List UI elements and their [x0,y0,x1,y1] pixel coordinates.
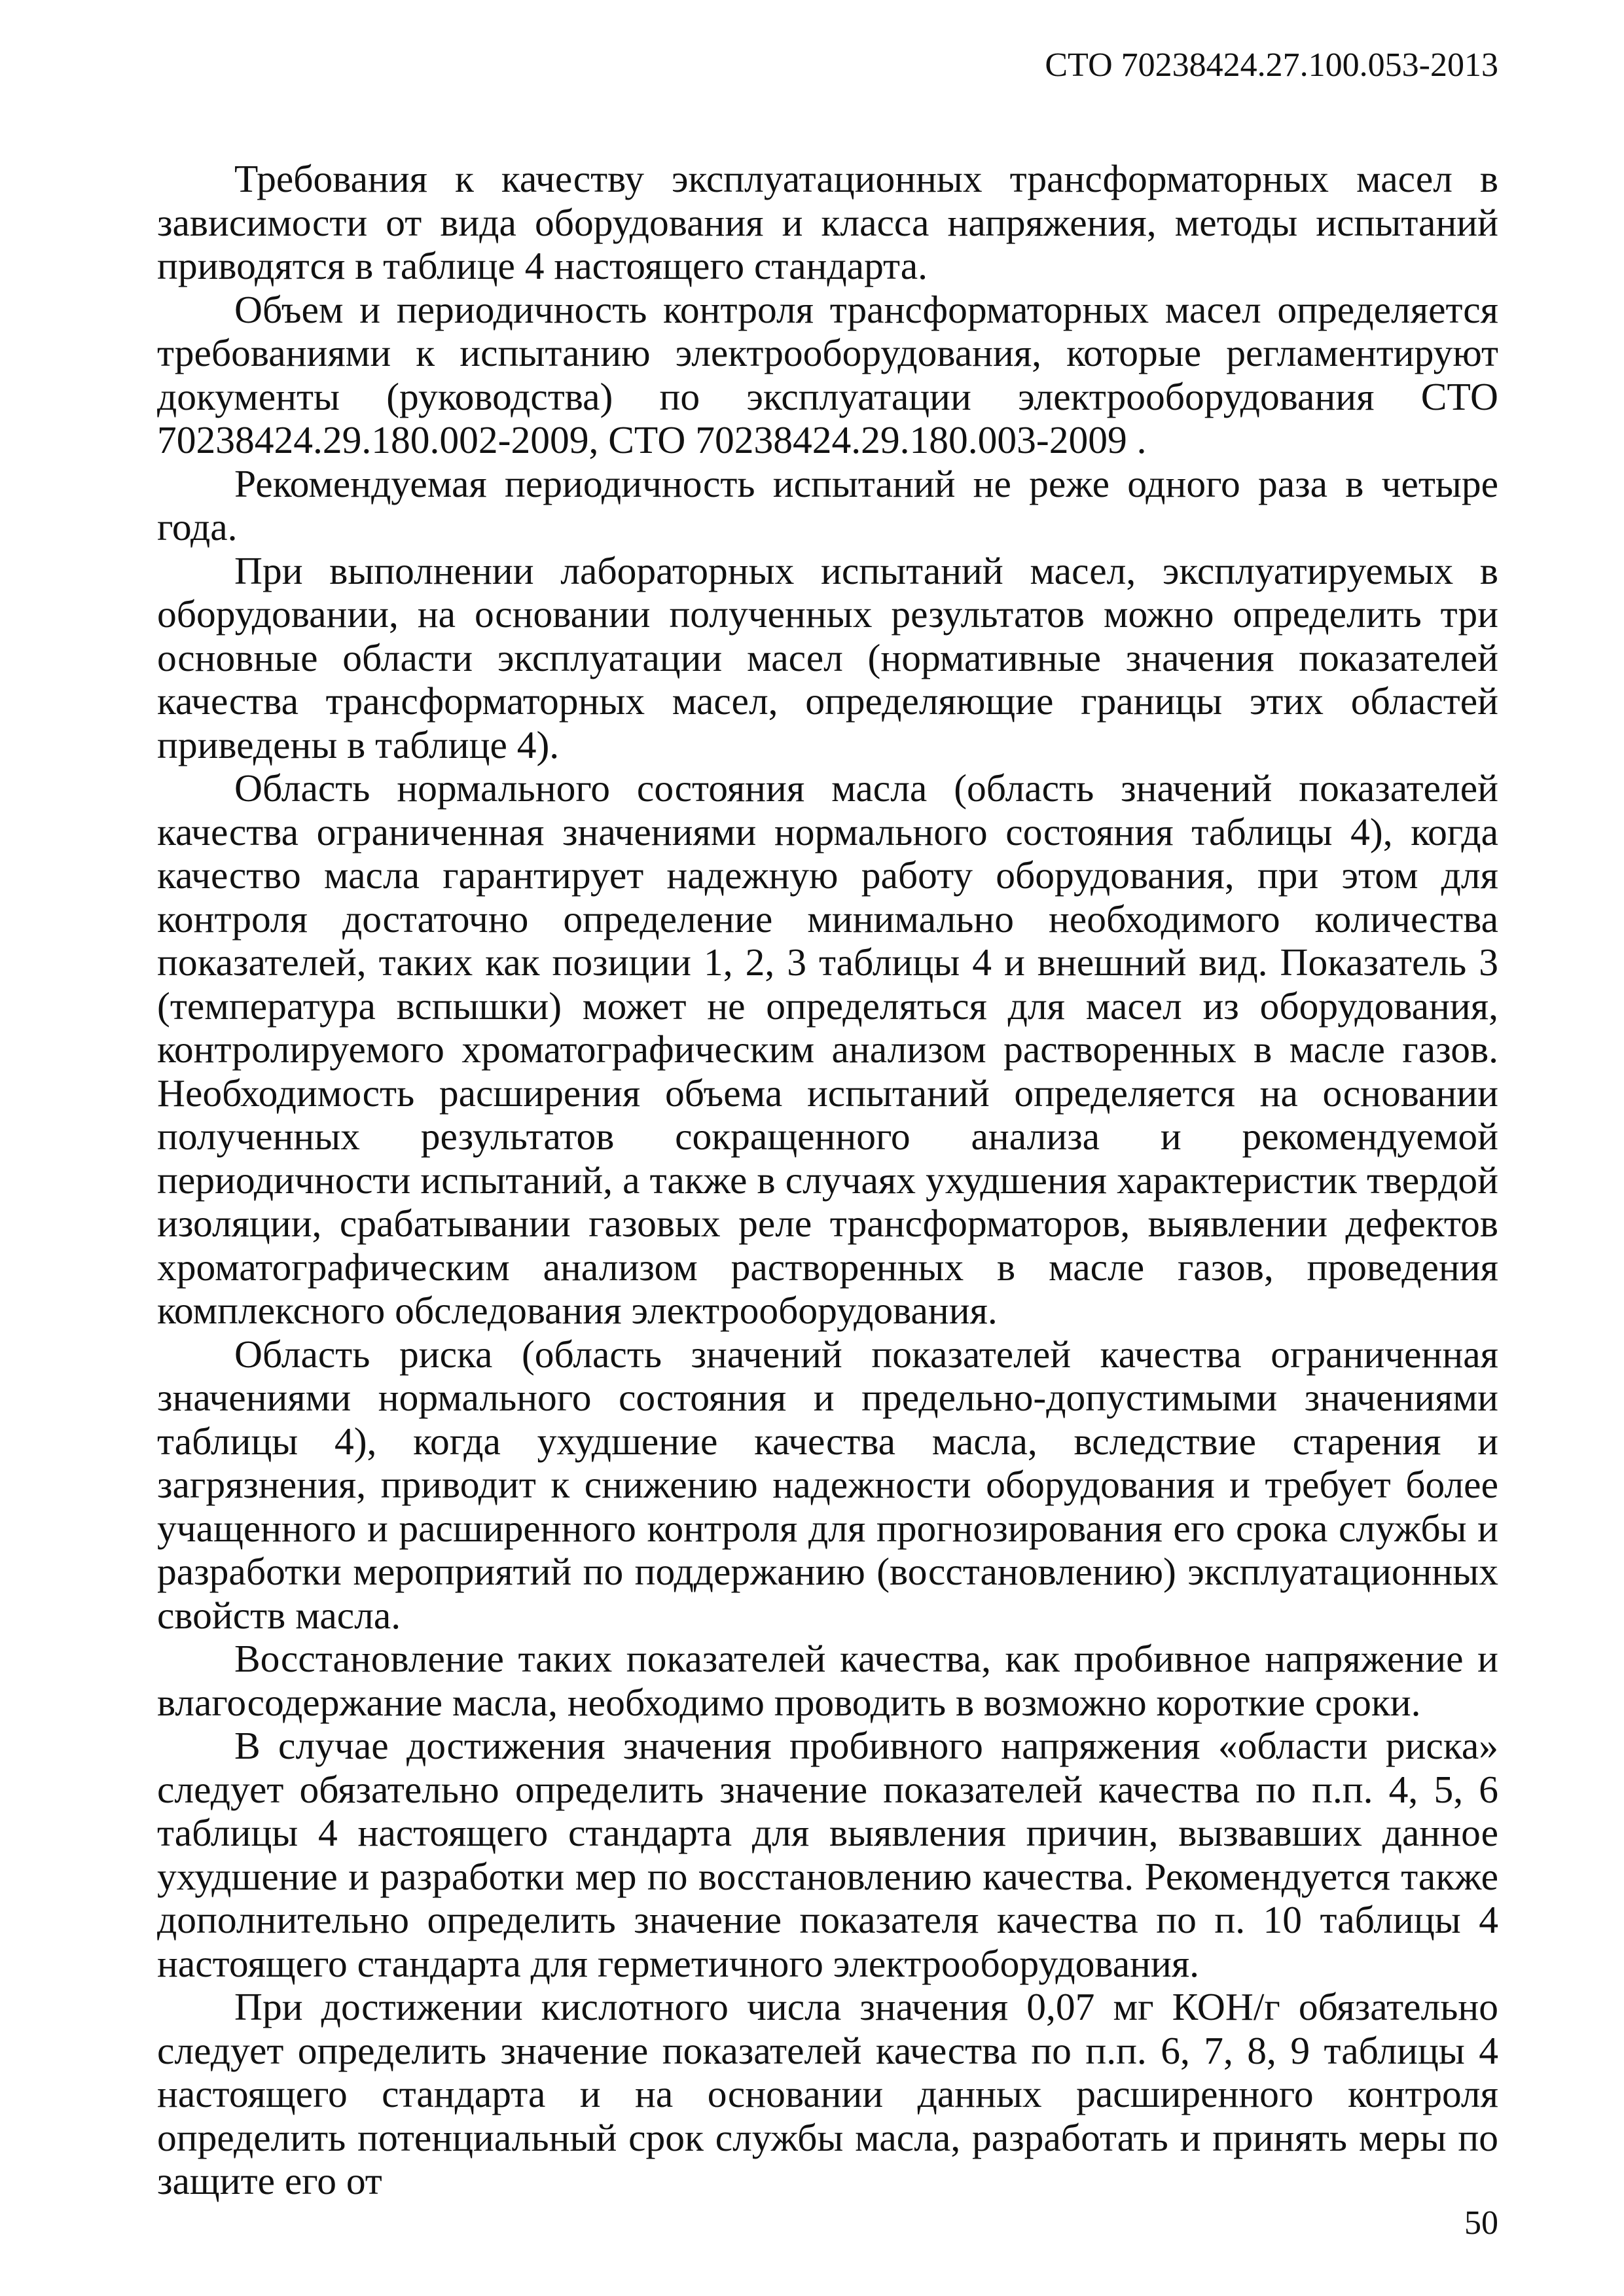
body-text [157,157,1498,2203]
paragraph-restoration: Восстановление таких показателей качества, как пробивное напряжение и влагосодержание масла, необходимо проводить в возможно короткие сроки. [157,1637,1498,1724]
paragraph-operation-areas: При выполнении лабораторных испытаний масел, эксплуатируемых в оборудовании, на основании полученных результатов можно определить три основные области эксплуатации масел (нормативные значения показателей качества трансформаторных масел, определяющие границы этих областей приведены в таблице 4). [157,548,1498,766]
paragraph-quality-requirements: Требования к качеству эксплуатационных трансформаторных масел в зависимости от вида оборудования и класса напряжения, методы испытаний приводятся в таблице 4 настоящего стандарта. [157,157,1498,287]
page-number: 50 [1464,2204,1498,2242]
paragraph-risk-area: Область риска (область значений показателей качества ограниченная значениями нормального состояния и предельно-допустимыми значениями таблицы 4), когда ухудшение качества масла, вследствие старения и загрязнения, приводит к снижению надежности оборудования и требует более учащенного и расширенного контроля для прогнозирования его срока службы и разработки мероприятий по поддержанию (восстановлению) эксплуатационных свойств масла. [157,1332,1498,1637]
paragraph-normal-state: Область нормального состояния масла (область значений показателей качества ограниченная значениями нормального состояния таблицы 4), когда качество масла гарантирует надежную работу оборудования, при этом для контроля достаточно определение минимально необходимого количества показателей, таких как позиции 1, 2, 3 таблицы 4 и внешний вид. Показатель 3 (температура вспышки) может не определяться для масел из оборудования, контролируемого хроматографическим анализом растворенных в масле газов. Необходимость расширения объема испытаний определяется на основании полученных результатов сокращенного анализа и рекомендуемой периодичности испытаний, а также в случаях ухудшения характеристик твердой изоляции, срабатывании газовых реле трансформаторов, выявлении дефектов хроматографическим анализом растворенных в масле газов, проведения комплексного обследования электрооборудования. [157,766,1498,1332]
paragraph-control-scope: Объем и периодичность контроля трансформаторных масел определяется требованиями к испытанию электрооборудования, которые регламентируют документы (руководства) по эксплуатации электрооборудования СТО 70238424.29.180.002-2009, СТО 70238424.29.180.003-2009 . [157,287,1498,461]
document-code-header: СТО 70238424.27.100.053-2013 [1045,46,1498,84]
paragraph-breakdown-voltage: В случае достижения значения пробивного напряжения «области риска» следует обязательно определить значение показателей качества по п.п. 4, 5, 6 таблицы 4 настоящего стандарта для выявления причин, вызвавших данное ухудшение и разработки мер по восстановлению качества. Рекомендуется также дополнительно определить значение показателя качества по п. 10 таблицы 4 настоящего стандарта для герметичного электрооборудования. [157,1724,1498,1985]
paragraph-acid-number: При достижении кислотного числа значения 0,07 мг КОН/г обязательно следует определить значение показателей качества по п.п. 6, 7, 8, 9 таблицы 4 настоящего стандарта и на основании данных расширенного контроля определить потенциальный срок службы масла, разработать и принять меры по защите его от [157,1985,1498,2202]
paragraph-test-frequency: Рекомендуемая периодичность испытаний не реже одного раза в четыре года. [157,461,1498,548]
